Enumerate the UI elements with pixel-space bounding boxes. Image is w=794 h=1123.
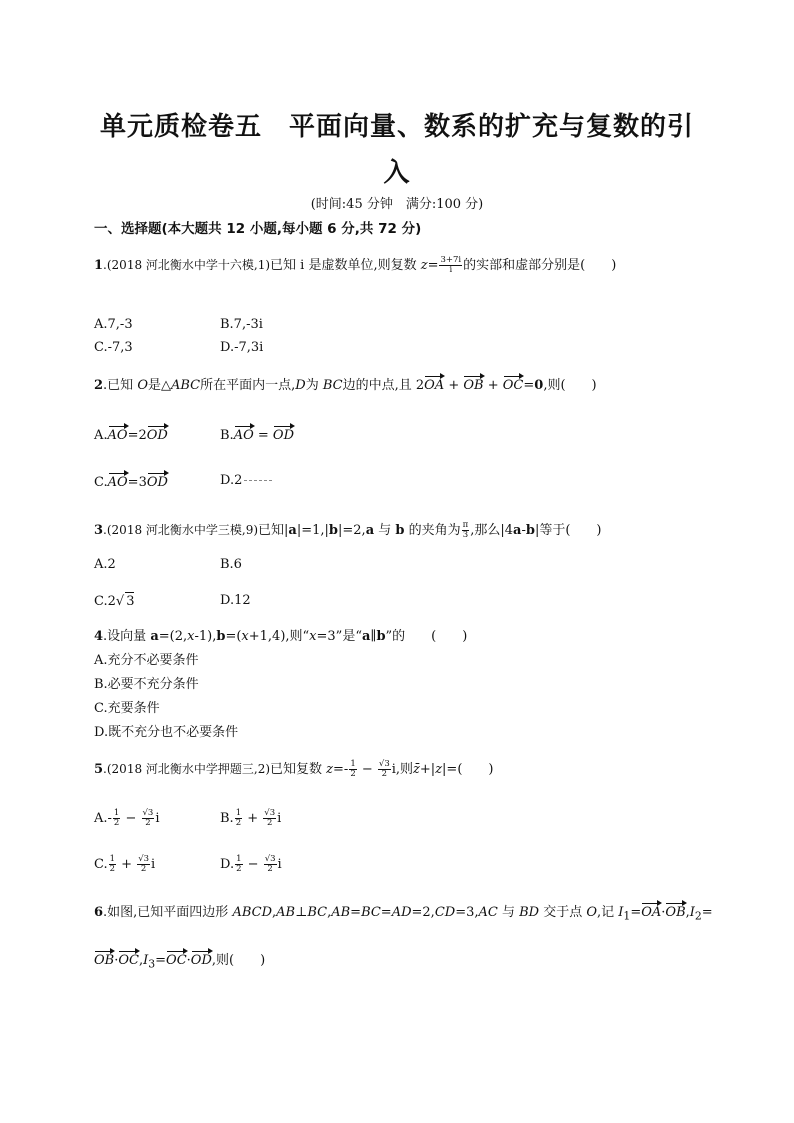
question-text: ,则( )	[543, 378, 597, 393]
vector-od: OD	[191, 950, 212, 970]
math-var: AB=BC=AD	[331, 905, 412, 920]
math-var: ABCD	[232, 905, 273, 920]
fraction-denominator: i	[449, 265, 453, 275]
math-op: ·	[186, 953, 191, 968]
math-var: O	[586, 905, 598, 920]
math-op: =	[630, 905, 642, 920]
time-info: (时间:45 分钟 满分:100 分)	[310, 197, 484, 212]
page-title-line2: 入	[383, 158, 411, 188]
question-text: 的夹角为	[404, 523, 461, 538]
fraction-denominator: 2	[145, 818, 151, 828]
fraction-numerator: 1	[235, 808, 242, 818]
math-op: =	[253, 428, 273, 443]
math-op: +	[117, 857, 137, 872]
vector-a: a	[361, 629, 371, 644]
vector-a: a	[288, 523, 297, 538]
question-text: |=( )	[442, 762, 494, 777]
question-text: +1,4),则“	[248, 629, 310, 644]
fraction-numerator: π	[462, 520, 469, 530]
question-text: =(2,	[158, 629, 188, 644]
question-text: ,	[138, 953, 144, 968]
math-var: O	[137, 378, 148, 393]
question-2	[94, 375, 597, 395]
option-c	[94, 855, 155, 874]
question-text: 与	[374, 523, 396, 538]
math-var: BC	[307, 905, 328, 920]
question-text: ,那么|4	[470, 523, 514, 538]
vector-od: OD	[147, 425, 168, 445]
question-source: .(2018 河北衡水中学十六模,1)	[103, 258, 271, 272]
math-op: +	[243, 811, 263, 826]
math-var: BD	[519, 905, 540, 920]
imaginary-unit: i	[155, 811, 160, 826]
vector-ob: OB	[463, 375, 483, 395]
option-b	[220, 809, 281, 828]
math-op: =	[427, 258, 439, 273]
vector-od: OD	[273, 425, 294, 445]
question-number: 2	[94, 378, 104, 393]
imaginary-unit: i	[151, 857, 156, 872]
question-text: 交于点	[539, 905, 587, 920]
fraction-numerator: 1	[350, 759, 356, 769]
option-c	[94, 472, 168, 492]
fraction-denominator: 2	[113, 818, 120, 828]
option-b: B.7,-3i	[220, 317, 263, 332]
question-text: i,则	[391, 762, 414, 777]
question-text: +|	[419, 762, 436, 777]
fraction-denominator: 2	[109, 864, 116, 874]
fraction-numerator: √3	[138, 854, 150, 864]
broken-image-placeholder	[244, 480, 272, 481]
question-3	[94, 521, 602, 540]
question-text: ,则( )	[211, 953, 266, 968]
math-op: =-	[333, 762, 349, 777]
option-d	[220, 472, 272, 490]
math-op: −	[357, 762, 377, 777]
subscript: 2	[694, 909, 702, 923]
question-text: .设向量	[103, 629, 151, 644]
fraction-numerator: 3+7i	[440, 255, 462, 265]
vector-oc: OC	[503, 375, 524, 395]
question-text: =3”是“	[316, 629, 362, 644]
question-text: 边的中点,且 2	[342, 378, 425, 393]
vector-a: a	[513, 523, 522, 538]
option-label: A.	[94, 428, 108, 443]
option-b: B.必要不充分条件	[94, 677, 199, 692]
fraction-denominator: 2	[236, 864, 242, 874]
option-d	[220, 855, 282, 874]
option-b: B.6	[220, 557, 242, 572]
fraction-denominator: 2	[235, 818, 242, 828]
question-4	[94, 628, 467, 646]
question-text: .已知	[103, 378, 138, 393]
math-var: x	[241, 629, 249, 644]
math-var: z	[326, 762, 334, 777]
option-label: B.	[220, 811, 234, 826]
math-var: D	[295, 378, 306, 393]
fraction-denominator: 2	[267, 864, 273, 874]
math-op: ·	[661, 905, 666, 920]
math-var: x	[187, 629, 195, 644]
fraction	[264, 855, 277, 874]
option-c	[94, 592, 134, 611]
math-op: -	[521, 523, 526, 538]
question-text: |=2,	[338, 523, 366, 538]
option-label: C.	[94, 475, 108, 490]
sqrt-radicand: 3	[126, 594, 135, 609]
option-c: C.充要条件	[94, 701, 160, 716]
vector-oc: OC	[166, 950, 187, 970]
fraction-denominator: 2	[350, 769, 356, 779]
question-text: ,	[272, 905, 277, 920]
question-source: .(2018 河北衡水中学押题三,2)	[103, 762, 271, 776]
fraction	[439, 256, 462, 275]
option-c: C.-7,3	[94, 340, 133, 355]
vector-b: b	[216, 629, 226, 644]
fraction	[263, 809, 276, 828]
sqrt-sign: √	[115, 594, 125, 609]
fraction	[235, 855, 242, 874]
math-op: =3	[127, 475, 147, 490]
fraction-numerator: √3	[264, 808, 276, 818]
vector-b: b	[395, 523, 405, 538]
question-text: 已知|	[258, 523, 289, 538]
math-op: =2	[127, 428, 147, 443]
math-op: ∥	[370, 629, 377, 644]
question-text: =(	[225, 629, 242, 644]
question-text: |等于( )	[534, 523, 602, 538]
option-label: D.	[220, 857, 235, 872]
option-a: A.2	[94, 557, 116, 572]
question-number: 6	[94, 905, 104, 920]
question-text: 的实部和虚部分别是( )	[463, 258, 617, 273]
option-a: A.充分不必要条件	[94, 653, 199, 668]
question-text: ,	[327, 905, 332, 920]
question-1	[94, 256, 616, 275]
fraction-numerator: 1	[236, 854, 242, 864]
question-text: 为	[305, 378, 323, 393]
math-var: I	[618, 905, 624, 920]
fraction	[349, 760, 356, 779]
question-text: ,记	[597, 905, 619, 920]
question-source: .(2018 河北衡水中学三模,9)	[103, 523, 259, 537]
option-label: B.	[220, 428, 234, 443]
question-text: ”的 ( )	[385, 629, 468, 644]
math-op: ⊥	[295, 905, 308, 920]
option-a	[94, 425, 168, 445]
question-text: -1),	[194, 629, 217, 644]
vector-ao: AO	[108, 472, 128, 492]
vector-b: b	[525, 523, 535, 538]
page-title-line1: 单元质检卷五 平面向量、数系的扩充与复数的引	[99, 112, 694, 142]
vector-oa: OA	[424, 375, 444, 395]
option-label: C.2	[94, 594, 116, 609]
math-var: I	[143, 953, 149, 968]
math-op: =	[523, 378, 535, 393]
fraction-denominator: 2	[140, 864, 147, 874]
fraction	[109, 855, 116, 874]
fraction	[142, 809, 155, 828]
imaginary-unit: i	[277, 811, 282, 826]
math-op: +	[483, 378, 503, 393]
fraction-numerator: √3	[264, 854, 276, 864]
math-var: CD	[434, 905, 456, 920]
question-text: =2,	[411, 905, 435, 920]
math-var: AC	[478, 905, 498, 920]
vector-od: OD	[147, 472, 168, 492]
question-text: 与	[497, 905, 520, 920]
option-d: D.既不充分也不必要条件	[94, 725, 239, 740]
fraction-numerator: √3	[142, 808, 154, 818]
math-var: z	[435, 762, 443, 777]
option-d: D.12	[220, 593, 251, 608]
question-number: 5	[94, 762, 104, 777]
vector-b: b	[376, 629, 386, 644]
subscript: 3	[148, 957, 156, 971]
zero-vector: 0	[534, 378, 544, 393]
question-text: 所在平面内一点,	[200, 378, 296, 393]
question-text: |=1,|	[296, 523, 329, 538]
fraction	[113, 809, 120, 828]
question-text: ,	[685, 905, 690, 920]
math-op: −	[243, 857, 263, 872]
imaginary-unit: i	[277, 857, 282, 872]
fraction	[378, 760, 391, 779]
math-var: I	[689, 905, 695, 920]
vector-ob: OB	[94, 950, 114, 970]
question-text: 已知复数	[270, 762, 327, 777]
option-a: A.7,-3	[94, 317, 133, 332]
question-5	[94, 760, 493, 779]
math-op: +	[444, 378, 464, 393]
section-heading: 一、选择题(本大题共 12 小题,每小题 6 分,共 72 分)	[94, 221, 422, 237]
fraction-numerator: √3	[378, 759, 390, 769]
option-label: C.	[94, 857, 108, 872]
option-b	[220, 425, 294, 445]
fraction	[235, 809, 242, 828]
option-a	[94, 809, 160, 828]
question-number: 1	[94, 258, 104, 273]
subscript: 1	[623, 909, 631, 923]
math-var: AB	[276, 905, 296, 920]
fraction-numerator: 1	[109, 854, 116, 864]
question-number: 3	[94, 523, 104, 538]
question-text: 已知 i 是虚数单位,则复数	[270, 258, 421, 273]
math-var: ABC	[170, 378, 201, 393]
fraction	[137, 855, 150, 874]
math-var: z	[420, 258, 428, 273]
math-op: =	[701, 905, 713, 920]
math-op: ·	[114, 953, 119, 968]
question-number: 4	[94, 629, 104, 644]
math-var: z̄	[413, 762, 420, 777]
question-text: .如图,已知平面四边形	[103, 905, 233, 920]
question-text: 是△	[147, 378, 171, 393]
vector-ob: OB	[665, 902, 685, 922]
fraction-denominator: 2	[266, 818, 273, 828]
math-op: =	[155, 953, 167, 968]
question-6-line2	[94, 950, 265, 974]
fraction-denominator: 2	[381, 769, 388, 779]
vector-oc: OC	[118, 950, 139, 970]
question-text: =3,	[455, 905, 479, 920]
math-var: BC	[322, 378, 343, 393]
vector-ao: AO	[108, 425, 128, 445]
fraction	[462, 521, 470, 540]
option-d: D.-7,3i	[220, 340, 264, 355]
question-6-line1	[94, 902, 713, 926]
math-var: x	[309, 629, 317, 644]
vector-oa: OA	[641, 902, 661, 922]
fraction-numerator: 1	[113, 808, 120, 818]
option-label: D.2	[220, 473, 243, 488]
vector-a: a	[150, 629, 159, 644]
vector-b: b	[328, 523, 339, 538]
vector-ao: AO	[234, 425, 254, 445]
option-label: A.-	[94, 811, 112, 826]
fraction-denominator: 3	[462, 530, 469, 540]
vector-a: a	[365, 523, 375, 538]
math-op: −	[121, 811, 141, 826]
